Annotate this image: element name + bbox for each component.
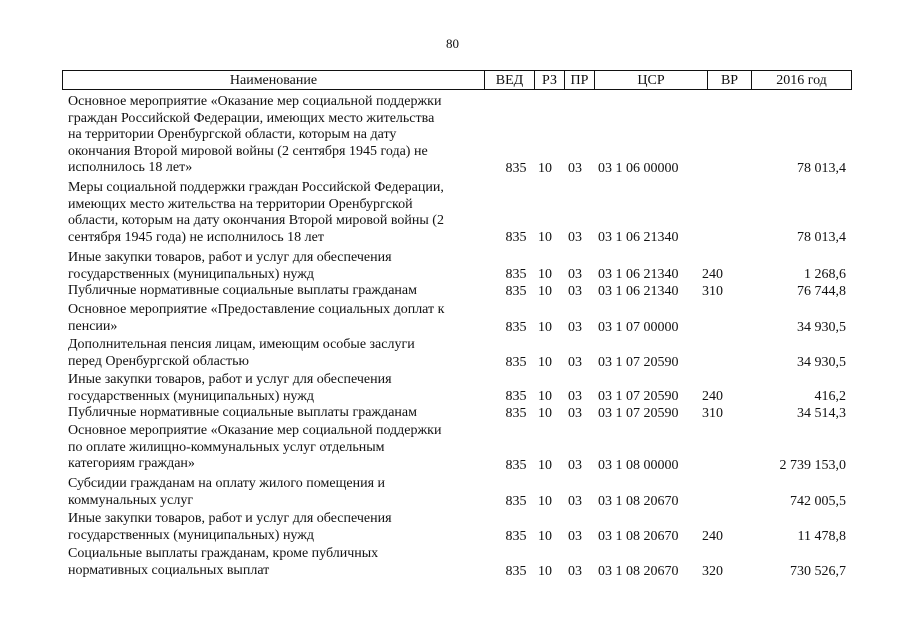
row-rz: 10 [538, 266, 552, 282]
row-rz: 10 [538, 405, 552, 421]
row-ved: 835 [505, 354, 527, 370]
row-name: Основное мероприятие «Оказание мер социальной поддержки граждан Российской Федерации, имеющих место жительства на территории Оренбургской области, которым на дату окончания Второй мировой войны (2 сентября 1945 года) не исполнилось 18 лет» [68, 94, 442, 175]
row-pr: 03 [568, 405, 582, 421]
header-csr: ЦСР [594, 71, 707, 89]
row-name: Публичные нормативные социальные выплаты гражданам [68, 283, 417, 298]
row-name: Основное мероприятие «Предоставление социальных доплат к пенсии» [68, 302, 445, 334]
row-sum: 11 478,8 [797, 528, 846, 544]
row-pr: 03 [568, 283, 582, 299]
row-rz: 10 [538, 160, 552, 176]
row-vr: 240 [702, 266, 723, 282]
table-row [62, 94, 852, 177]
row-ved: 835 [505, 266, 527, 282]
table-row [62, 546, 852, 580]
row-pr: 03 [568, 528, 582, 544]
table-row [62, 180, 852, 246]
row-ved: 835 [505, 457, 527, 473]
row-ved: 835 [505, 493, 527, 509]
row-rz: 10 [538, 229, 552, 245]
row-sum: 78 013,4 [797, 160, 846, 176]
row-vr [702, 230, 734, 247]
row-name: Основное мероприятие «Оказание мер социальной поддержки по оплате жилищно-коммунальных услуг отдельным категориям граждан» [68, 423, 442, 471]
row-csr: 03 1 06 21340 [598, 283, 679, 299]
row-ved: 835 [505, 229, 527, 245]
row-pr: 03 [568, 388, 582, 404]
row-pr: 03 [568, 563, 582, 579]
row-name: Иные закупки товаров, работ и услуг для обеспечения государственных (муниципальных) нужд [68, 250, 392, 282]
row-csr: 03 1 08 20670 [598, 563, 679, 579]
row-pr: 03 [568, 457, 582, 473]
row-ved: 835 [505, 319, 527, 335]
table-row [62, 302, 852, 336]
row-sum: 2 739 153,0 [779, 457, 846, 473]
row-csr: 03 1 08 00000 [598, 457, 679, 473]
row-vr [702, 494, 734, 511]
row-name: Иные закупки товаров, работ и услуг для обеспечения государственных (муниципальных) нужд [68, 372, 392, 404]
row-pr: 03 [568, 493, 582, 509]
row-rz: 10 [538, 354, 552, 370]
row-csr: 03 1 06 00000 [598, 160, 679, 176]
row-name: Социальные выплаты гражданам, кроме публичных нормативных социальных выплат [68, 546, 379, 578]
row-name: Меры социальной поддержки граждан Российской Федерации, имеющих место жительства на территории Оренбургской области, которым на дату окончания Второй мировой войны (2 сентября 1945 года) не исполнилось 18 лет [68, 180, 444, 245]
row-rz: 10 [538, 457, 552, 473]
row-sum: 416,2 [814, 388, 846, 404]
row-vr [702, 458, 734, 475]
row-vr: 240 [702, 388, 723, 404]
row-rz: 10 [538, 388, 552, 404]
row-pr: 03 [568, 160, 582, 176]
row-csr: 03 1 08 20670 [598, 528, 679, 544]
table-row [62, 423, 852, 474]
table-row [62, 372, 852, 405]
row-rz: 10 [538, 319, 552, 335]
table-row [62, 511, 852, 545]
row-vr: 310 [702, 283, 723, 299]
header-ved: ВЕД [484, 71, 534, 89]
row-ved: 835 [505, 563, 527, 579]
table-row [62, 405, 852, 422]
row-csr: 03 1 06 21340 [598, 229, 679, 245]
row-pr: 03 [568, 319, 582, 335]
row-csr: 03 1 07 20590 [598, 354, 679, 370]
table-header [62, 70, 852, 90]
row-sum: 34 514,3 [797, 405, 846, 421]
row-pr: 03 [568, 229, 582, 245]
row-name: Иные закупки товаров, работ и услуг для обеспечения государственных (муниципальных) нужд [68, 511, 392, 543]
row-rz: 10 [538, 528, 552, 544]
row-vr [702, 320, 734, 337]
header-name: Наименование [229, 73, 318, 88]
row-vr: 240 [702, 528, 723, 544]
row-vr: 310 [702, 405, 723, 421]
row-csr: 03 1 07 00000 [598, 319, 679, 335]
row-ved: 835 [505, 388, 527, 404]
row-csr: 03 1 07 20590 [598, 405, 679, 421]
table-row [62, 476, 852, 510]
row-ved: 835 [505, 528, 527, 544]
row-sum: 730 526,7 [790, 563, 846, 579]
row-ved: 835 [505, 405, 527, 421]
row-csr: 03 1 07 20590 [598, 388, 679, 404]
page-number: 80 [446, 36, 459, 51]
row-sum: 1 268,6 [804, 266, 846, 282]
row-name: Публичные нормативные социальные выплаты гражданам [68, 405, 417, 420]
row-sum: 78 013,4 [797, 229, 846, 245]
table-row [62, 283, 852, 300]
row-rz: 10 [538, 493, 552, 509]
header-vr: ВР [707, 71, 751, 89]
row-vr [702, 161, 734, 178]
row-rz: 10 [538, 563, 552, 579]
row-sum: 742 005,5 [790, 493, 846, 509]
row-ved: 835 [505, 160, 527, 176]
row-sum: 34 930,5 [797, 354, 846, 370]
table-row [62, 337, 852, 371]
row-ved: 835 [505, 283, 527, 299]
row-vr [702, 355, 734, 372]
row-sum: 76 744,8 [797, 283, 846, 299]
row-pr: 03 [568, 354, 582, 370]
row-vr: 320 [702, 563, 723, 579]
header-year: 2016 год [751, 71, 851, 89]
row-name: Дополнительная пенсия лицам, имеющим особые заслуги перед Оренбургской областью [68, 337, 415, 369]
row-csr: 03 1 08 20670 [598, 493, 679, 509]
row-pr: 03 [568, 266, 582, 282]
table-row [62, 250, 852, 283]
header-rz: РЗ [534, 71, 564, 89]
row-sum: 34 930,5 [797, 319, 846, 335]
row-rz: 10 [538, 283, 552, 299]
row-csr: 03 1 06 21340 [598, 266, 679, 282]
header-pr: ПР [564, 71, 594, 89]
row-name: Субсидии гражданам на оплату жилого помещения и коммунальных услуг [68, 476, 385, 508]
